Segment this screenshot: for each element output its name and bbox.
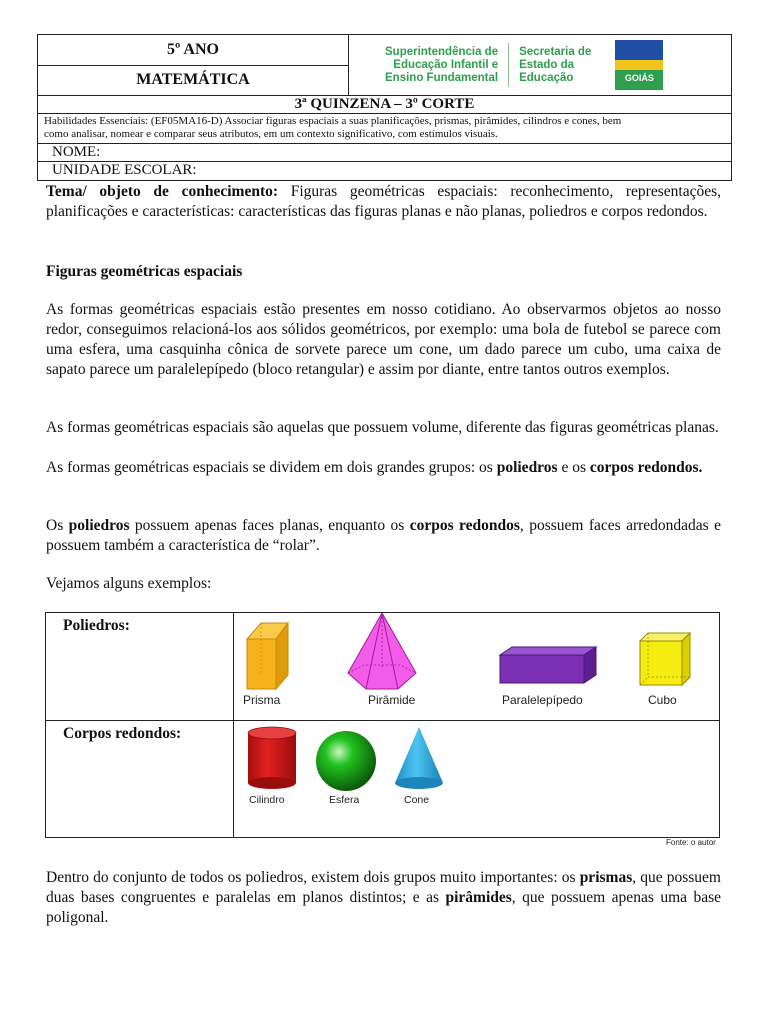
skills-line-2: como analisar, nomear e comparar seus atributos, em um contexto significativo, com estímulos visuais. [44,128,498,140]
logo-sec-line-1: Secretaria de [519,45,592,58]
skills-row [38,114,731,144]
p4-text-e: , possuem faces arredondadas e possuem também a característica de “rolar”. [46,517,721,554]
round-bodies-label: Corpos redondos: [46,721,234,838]
examples-table [45,612,720,838]
section-title-text: Figuras geométricas espaciais [46,263,243,280]
header-logos [349,35,731,95]
logo-sec-line-3: Educação [519,71,574,84]
p6-text-a: Dentro do conjunto de todos os poliedros, existem dois grupos muito importantes: os [46,869,580,886]
p4-bold-corpos-redondos: corpos redondos [409,517,520,534]
logo-divider [508,43,509,87]
logo-see-line-1: Superintendência de [385,45,499,58]
goias-logo-text: GOIÁS [615,70,663,86]
p6-text-e: , que possuem apenas uma base poligonal. [46,889,722,926]
header-table [37,34,732,181]
goias-flag-logo [615,40,663,90]
p6-text-c: , que possuem duas bases congruentes e paralelas em planos distintos; e as [46,869,721,906]
p3-text-a: As formas geométricas espaciais se dividem em dois grandes grupos: os [46,459,497,476]
caption-cubo: Cubo [648,693,677,707]
logo-see-line-3: Ensino Fundamental [385,71,499,84]
caption-paralelepipedo: Paralelepípedo [502,693,583,707]
p6-bold-piramides: pirâmides [445,889,512,906]
cylinder-figure [248,727,296,789]
cone-figure [395,727,443,789]
paragraph-6 [46,868,721,928]
p4-text-c: possuem apenas faces planas, enquanto os [129,517,410,534]
superintendencia-logo [385,46,498,85]
subject-label: MATEMÁTICA [38,65,348,96]
period-row: 3ª QUINZENA – 3º CORTE [38,96,731,114]
round-bodies-svg [234,721,720,837]
theme-label: Tema/ objeto de conhecimento: [46,183,279,200]
paragraph-5: Vejamos alguns exemplos: [46,575,212,592]
logo-sec-line-2: Estado da [519,58,575,71]
p4-text-a: Os [46,517,69,534]
name-field[interactable]: NOME: [38,144,731,162]
pyramid-figure [348,613,416,689]
secretaria-logo [519,46,591,85]
paragraph-2: As formas geométricas espaciais são aquelas que possuem volume, diferente das figuras geométricas planas. [46,419,719,436]
figure-source: Fonte: o autor [666,838,716,847]
caption-esfera: Esfera [329,794,360,806]
parallelepiped-figure [500,647,596,683]
logo-see-line-2: Educação Infantil e [393,58,499,71]
theme-text: Figuras geométricas espaciais: reconhecimento, representações, planificações e características: características das figuras planas e não planas, poliedros e corpos redondos. [46,183,721,220]
caption-cone: Cone [404,794,430,806]
header-top-row [38,35,731,96]
polyhedra-label: Poliedros: [46,613,234,720]
section-title [46,262,721,282]
grade-label: 5º ANO [167,40,219,58]
paragraph-4 [46,516,721,556]
caption-piramide: Pirâmide [368,693,416,707]
p3-text-c: e os [557,459,590,476]
round-bodies-row [46,721,719,838]
paragraph-3 [46,458,721,478]
skills-line-1: Habilidades Essenciais: (EF05MA16-D) Associar figuras espaciais a suas planificações, prismas, pirâmides, cilindros e cones, bem [44,115,622,127]
sphere-figure [316,731,376,791]
p4-bold-poliedros: poliedros [68,517,130,534]
caption-prisma: Prisma [243,693,281,707]
prism-figure [247,623,288,689]
p3-bold-corpos-redondos: corpos redondos. [589,459,703,476]
flag-blue-band [615,40,663,60]
flag-yellow-band [615,60,663,70]
p6-bold-prismas: prismas [579,869,633,886]
caption-cilindro: Cilindro [249,794,285,806]
polyhedra-row [46,613,719,721]
school-field[interactable]: UNIDADE ESCOLAR: [52,162,197,178]
polyhedra-svg [234,613,720,720]
theme-paragraph [46,182,721,222]
paragraph-1: As formas geométricas espaciais estão presentes em nosso cotidiano. Ao observarmos objetos ao nosso redor, conseguimos relacioná-los aos sólidos geométricos, por exemplo: uma bola de futebol se parece com uma esfera, uma casquinha cônica de sorvete parece um cone, um dado parece um cubo, uma caixa de sapato parece um paralelepípedo (bloco retangular) e assim por diante, entre tantos outros exemplos. [46,301,721,378]
cube-figure [640,633,690,685]
round-bodies-figures [234,721,719,838]
header-left [38,35,349,95]
polyhedra-figures [234,613,719,720]
flag-bottom-band [615,86,663,90]
p3-bold-poliedros: poliedros [496,459,558,476]
